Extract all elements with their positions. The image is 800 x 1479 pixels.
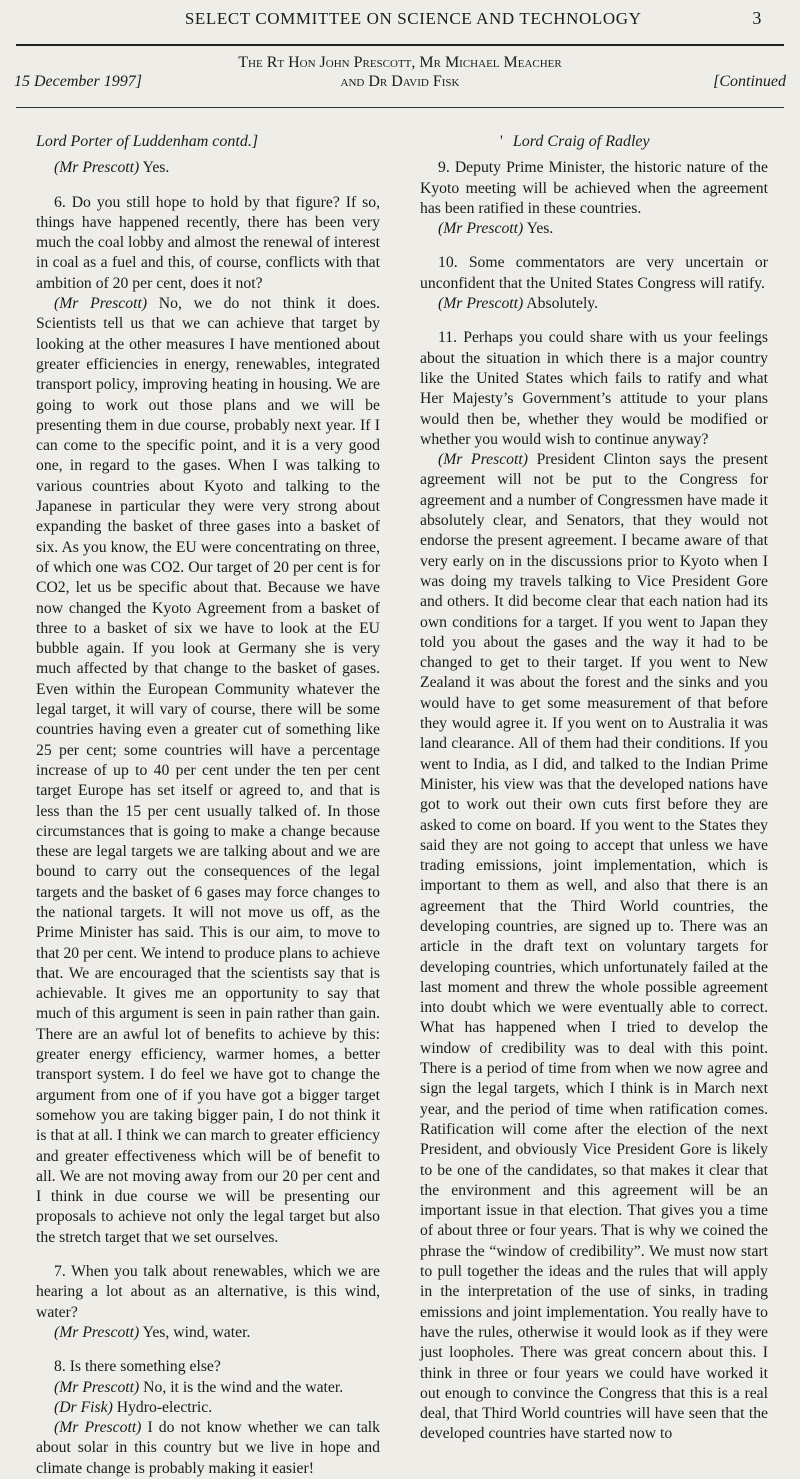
- speaker-name: (Dr Fisk): [54, 1398, 113, 1416]
- speaker-name: (Mr Prescott): [54, 1419, 142, 1437]
- answer-paragraph: [420, 294, 768, 314]
- answer-text: Yes, wind, water.: [139, 1323, 251, 1341]
- answer-paragraph: [36, 158, 380, 178]
- answer-text: Yes.: [523, 220, 554, 238]
- continued-label: [Continued: [713, 73, 786, 90]
- answer-paragraph: [36, 1418, 380, 1479]
- speaker-name: (Mr Prescott): [54, 159, 140, 177]
- header-rule: [16, 107, 784, 108]
- question-paragraph: 11. Perhaps you could share with us your feelings about the situation in which there is a major country like the United States which fails to ratify and what Her Majesty’s Government’s attitude to your plans would then be, whether they would be modified or whether you would wish to continue anyway?: [420, 329, 768, 448]
- questioner-heading: [420, 132, 768, 152]
- answer-paragraph: [36, 1398, 380, 1418]
- left-column: [36, 132, 380, 1479]
- session-info: [14, 51, 786, 101]
- speaker-name: (Mr Prescott): [438, 295, 524, 313]
- speaker-name: (Mr Prescott): [438, 220, 524, 238]
- answer-paragraph: [36, 294, 380, 1248]
- right-column: [420, 132, 768, 1445]
- stray-mark: ': [500, 133, 503, 150]
- top-rule: [16, 44, 784, 46]
- answer-text: I do not know whether we can talk about solar in this country but we live in hope and climate change is probably making it easier!: [36, 1419, 380, 1477]
- speaker-name: (Mr Prescott): [54, 295, 148, 313]
- answer-text: President Clinton says the present agreement will not be put to the Congress for agreement and a number of Congressmen have made it absolutely clear, and Senators, that they would not endorse the present agreement. I became aware of that very early on in the discussions prior to Kyoto when I was doing my travels talking to Vice President Gore and others. It did become clear that each nation had its own conditions for a target. If you went to Japan they told you about the gases and the way it had to be changed to get to their target. If you went to New Zealand it was about the forest and the sinks and you would have to get some measurement of that before they would agree it. If you went on to Australia it was land clearance. All of them had their conditions. If you went to India, as I did, and talked to the Indian Prime Minister, his view was that the developed nations have got to work out their own cuts first before they are asked to come on board. If you went to the States they said they are not going to accept that unless we have trading emissions, joint implementation, which is important to them as well, and also that there is an agreement that the Third World countries, the developing countries, are signed up to. There was an article in the draft text on voluntary targets for developing countries, which unfortunately failed at the last moment and threw the whole possible agreement into doubt which we were eventually able to correct. What has happened when I tried to develop the window of credibility was to deal with this point. There is a period of time from when we now agree and sign the legal targets, which I think is in March next year, and the period of time when ratification comes. Ratification will come after the election of the next President, and obviously Vice President Gore is likely to be one of the candidates, so that makes it clear that the environment and this agreement will be an important issue in that election. That gives you a time of about three or four years. That is why we coined the phrase the “window of credibility”. We must now start to pull together the ideas and the rules that will apply in the interpretation of the use of sinks, in trading emissions and joint implementation. You really have to have the rules, otherwise it would look as if they were just loopholes. There was great concern about this. I think in three or four years we could have worked it out enough to convince the Congress that this is a real deal, that Third World countries will have seen that the developed countries have started now to: [420, 451, 769, 1443]
- answer-text: No, it is the wind and the water.: [139, 1378, 344, 1396]
- running-head: [56, 8, 762, 29]
- question-paragraph: 10. Some commentators are very uncertain or unconfident that the United States Congress will ratify.: [420, 254, 768, 292]
- witness-line-2: and Dr David Fisk: [340, 73, 460, 90]
- answer-paragraph: [36, 1323, 380, 1343]
- speaker-name: (Mr Prescott): [54, 1378, 140, 1396]
- question-paragraph: 9. Deputy Prime Minister, the historic nature of the Kyoto meeting will be achieved when the agreement has been ratified in these countries.: [420, 159, 768, 217]
- answer-paragraph: [420, 219, 768, 239]
- answer-paragraph: [36, 1378, 380, 1398]
- question-paragraph: 6. Do you still hope to hold by that figure? If so, things have happened recently, there has been very much the coal lobby and almost the renewal of interest in coal as a fuel and this, of course, conflicts with that ambition of 20 per cent, does it not?: [36, 193, 380, 292]
- publication-title: SELECT COMMITTEE ON SCIENCE AND TECHNOLOGY: [184, 9, 642, 28]
- answer-text: Hydro-electric.: [112, 1398, 213, 1416]
- answer-text: No, we do not think it does. Scientists tell us that we can achieve that target by looking at the other measures I have mentioned about greater efficiencies in energy, renewables, integrated transport policy, improving heating in housing. We are going to work out those plans and we will be presenting them in due course, probably next year. If I can come to the specific point, and it is a very good one, in regard to the gases. When I was talking to various countries about Kyoto and talking to the Japanese in particular they were very strong about expanding the basket of three gases into a basket of six. As you know, the EU were concentrating on three, of which one was CO2. Our target of 20 per cent is for CO2, let us be specific about that. Because we have now changed the Kyoto Agreement from a basket of three to a basket of six we have to look at the EU bubble again. If you look at Germany she is very much affected by that change to the basket of gases. Even within the European Community whatever the legal target, it will vary of course, there will be some countries having even a greater cut of something like 25 per cent; some countries will have a percentage increase of up to 40 per cent under the ten per cent target Europe has set itself or agreed to, and that is less than the 15 per cent usually talked of. In those circumstances that is going to make a change because these are legal targets we are talking about and we are bound to carry out the consequences of the legal targets and the basket of 6 gases may force changes to the national targets. It will not move us off, as the Prime Minister has said. This is our aim, to move to that 20 per cent. We intend to produce plans to achieve that. We are encouraged that the scientists say that is achievable. It gives me an opportunity to say that much of this argument is seen in pain rather than gain. There are an awful lot of benefits to achieve by this: greater energy efficiency, warmer homes, a better transport system. I do feel we have got to change the argument from one of if you have got a bigger target somehow you are taking bigger pain, I do not think it is that at all. I think we can march to greater efficiency and greater effectiveness which will be of benefit to all. We are not moving away from our 20 per cent and I think in due course we will be presenting our proposals to achieve not only the legal target but also the stretch target that we set ourselves.: [36, 295, 380, 1246]
- witness-list: [182, 53, 618, 91]
- answer-paragraph: [420, 450, 768, 1445]
- session-date: 15 December 1997]: [14, 73, 142, 90]
- speaker-name: (Mr Prescott): [54, 1323, 140, 1341]
- answer-text: Yes.: [139, 159, 170, 177]
- witness-line-1: The Rt Hon John Prescott, Mr Michael Meacher: [238, 54, 562, 71]
- questioner-heading: Lord Porter of Luddenham contd.]: [36, 133, 259, 150]
- page-number: 3: [752, 8, 762, 28]
- questioner-name: Lord Craig of Radley: [512, 133, 650, 150]
- speaker-name: (Mr Prescott): [438, 451, 528, 469]
- question-paragraph: 7. When you talk about renewables, which we are hearing a lot about as an alternative, is this wind, water?: [36, 1263, 380, 1321]
- question-paragraph: 8. Is there something else?: [54, 1358, 221, 1376]
- answer-text: Absolutely.: [523, 295, 599, 313]
